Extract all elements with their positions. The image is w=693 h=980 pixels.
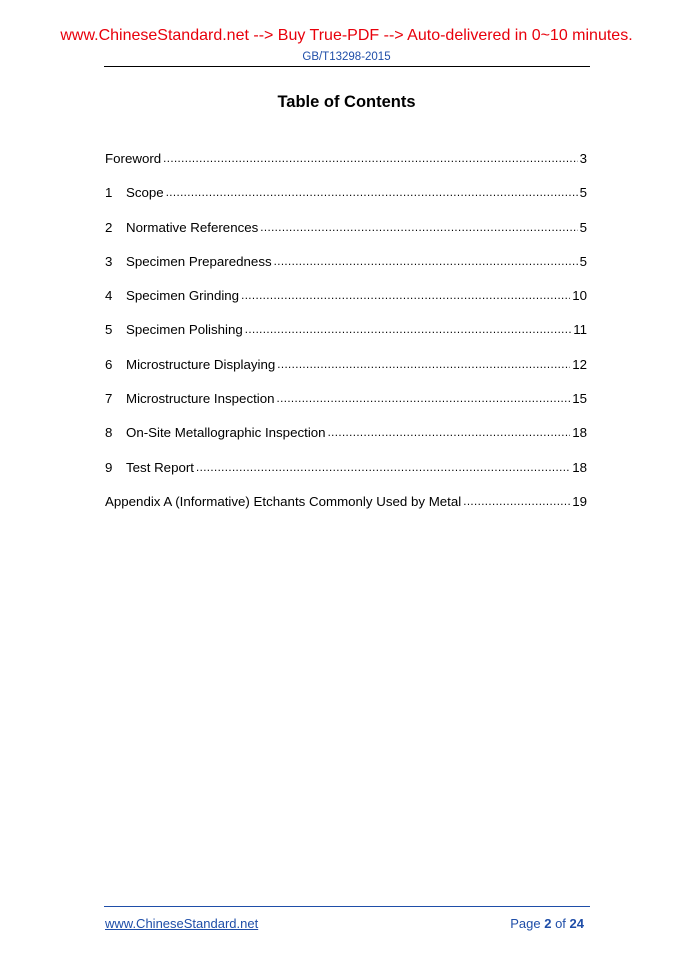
toc-dot-leader xyxy=(277,389,571,408)
toc-entry-page: 5 xyxy=(579,185,587,201)
toc-entry-label: On-Site Metallographic Inspection xyxy=(126,425,326,441)
toc-entry-label: Scope xyxy=(126,185,164,201)
toc-entry-on-site-metallographic-inspection[interactable] xyxy=(105,424,587,458)
footer-website-link[interactable]: www.ChineseStandard.net xyxy=(105,916,259,931)
toc-dot-leader xyxy=(196,458,570,477)
toc-entry-number: 8 xyxy=(105,425,113,441)
toc-entry-page: 3 xyxy=(579,151,587,166)
total-page-count: 24 xyxy=(569,916,584,931)
toc-entry-normative-references[interactable] xyxy=(105,219,587,253)
toc-entry-specimen-polishing[interactable] xyxy=(105,321,587,355)
toc-list xyxy=(105,150,587,527)
current-page-number: 2 xyxy=(544,916,552,931)
toc-dot-leader xyxy=(163,149,577,168)
toc-entry-number: 9 xyxy=(105,459,113,475)
page-indicator xyxy=(510,916,584,931)
page-prefix: Page xyxy=(510,916,541,931)
header-divider xyxy=(104,66,590,67)
toc-entry-appendix-a[interactable] xyxy=(105,493,587,527)
toc-entry-specimen-preparedness[interactable] xyxy=(105,253,587,287)
toc-dot-leader xyxy=(328,423,571,442)
toc-entry-number: 6 xyxy=(105,356,113,372)
toc-entry-label: Specimen Polishing xyxy=(126,322,243,338)
toc-dot-leader xyxy=(245,320,571,339)
toc-entry-label: Microstructure Displaying xyxy=(126,356,276,372)
toc-entry-specimen-grinding[interactable] xyxy=(105,287,587,321)
toc-entry-number: 1 xyxy=(105,185,113,201)
toc-entry-page: 18 xyxy=(572,425,587,441)
toc-entry-test-report[interactable] xyxy=(105,459,587,493)
toc-entry-number: 3 xyxy=(105,253,113,269)
toc-entry-page: 5 xyxy=(579,253,587,269)
toc-entry-page: 11 xyxy=(573,322,587,338)
standard-code: GB/T13298-2015 xyxy=(302,51,391,63)
toc-entry-label: Specimen Grinding xyxy=(126,288,240,304)
toc-entry-label: Specimen Preparedness xyxy=(126,253,272,269)
toc-entry-label: Microstructure Inspection xyxy=(126,391,275,407)
toc-entry-page: 15 xyxy=(572,391,587,407)
toc-dot-leader xyxy=(166,183,578,202)
page-title: Table of Contents xyxy=(277,93,416,111)
toc-entry-label: Normative References xyxy=(126,219,259,235)
toc-entry-label: Foreword xyxy=(105,151,162,166)
header-banner[interactable]: www.ChineseStandard.net --> Buy True-PDF --> Auto-delivered in 0~10 minutes. xyxy=(60,27,633,44)
toc-entry-page: 12 xyxy=(572,356,587,372)
toc-entry-label: Appendix A (Informative) Etchants Commonly Used by Metal xyxy=(105,493,462,509)
toc-dot-leader xyxy=(260,218,577,237)
toc-entry-number: 7 xyxy=(105,391,113,407)
toc-dot-leader xyxy=(274,252,578,271)
footer-divider xyxy=(104,906,590,907)
toc-entry-foreword[interactable] xyxy=(105,150,587,184)
toc-entry-page: 5 xyxy=(579,219,587,235)
toc-dot-leader xyxy=(277,355,570,374)
toc-entry-number: 5 xyxy=(105,322,113,338)
toc-entry-page: 10 xyxy=(572,288,587,304)
toc-entry-page: 19 xyxy=(572,493,587,509)
toc-entry-label: Test Report xyxy=(126,459,194,475)
toc-entry-number: 4 xyxy=(105,288,113,304)
page-of: of xyxy=(555,916,566,931)
toc-entry-microstructure-displaying[interactable] xyxy=(105,356,587,390)
toc-dot-leader xyxy=(463,492,570,511)
toc-dot-leader xyxy=(241,286,570,305)
toc-entry-number: 2 xyxy=(105,219,113,235)
toc-entry-scope[interactable] xyxy=(105,184,587,218)
toc-entry-microstructure-inspection[interactable] xyxy=(105,390,587,424)
toc-entry-page: 18 xyxy=(572,459,587,475)
